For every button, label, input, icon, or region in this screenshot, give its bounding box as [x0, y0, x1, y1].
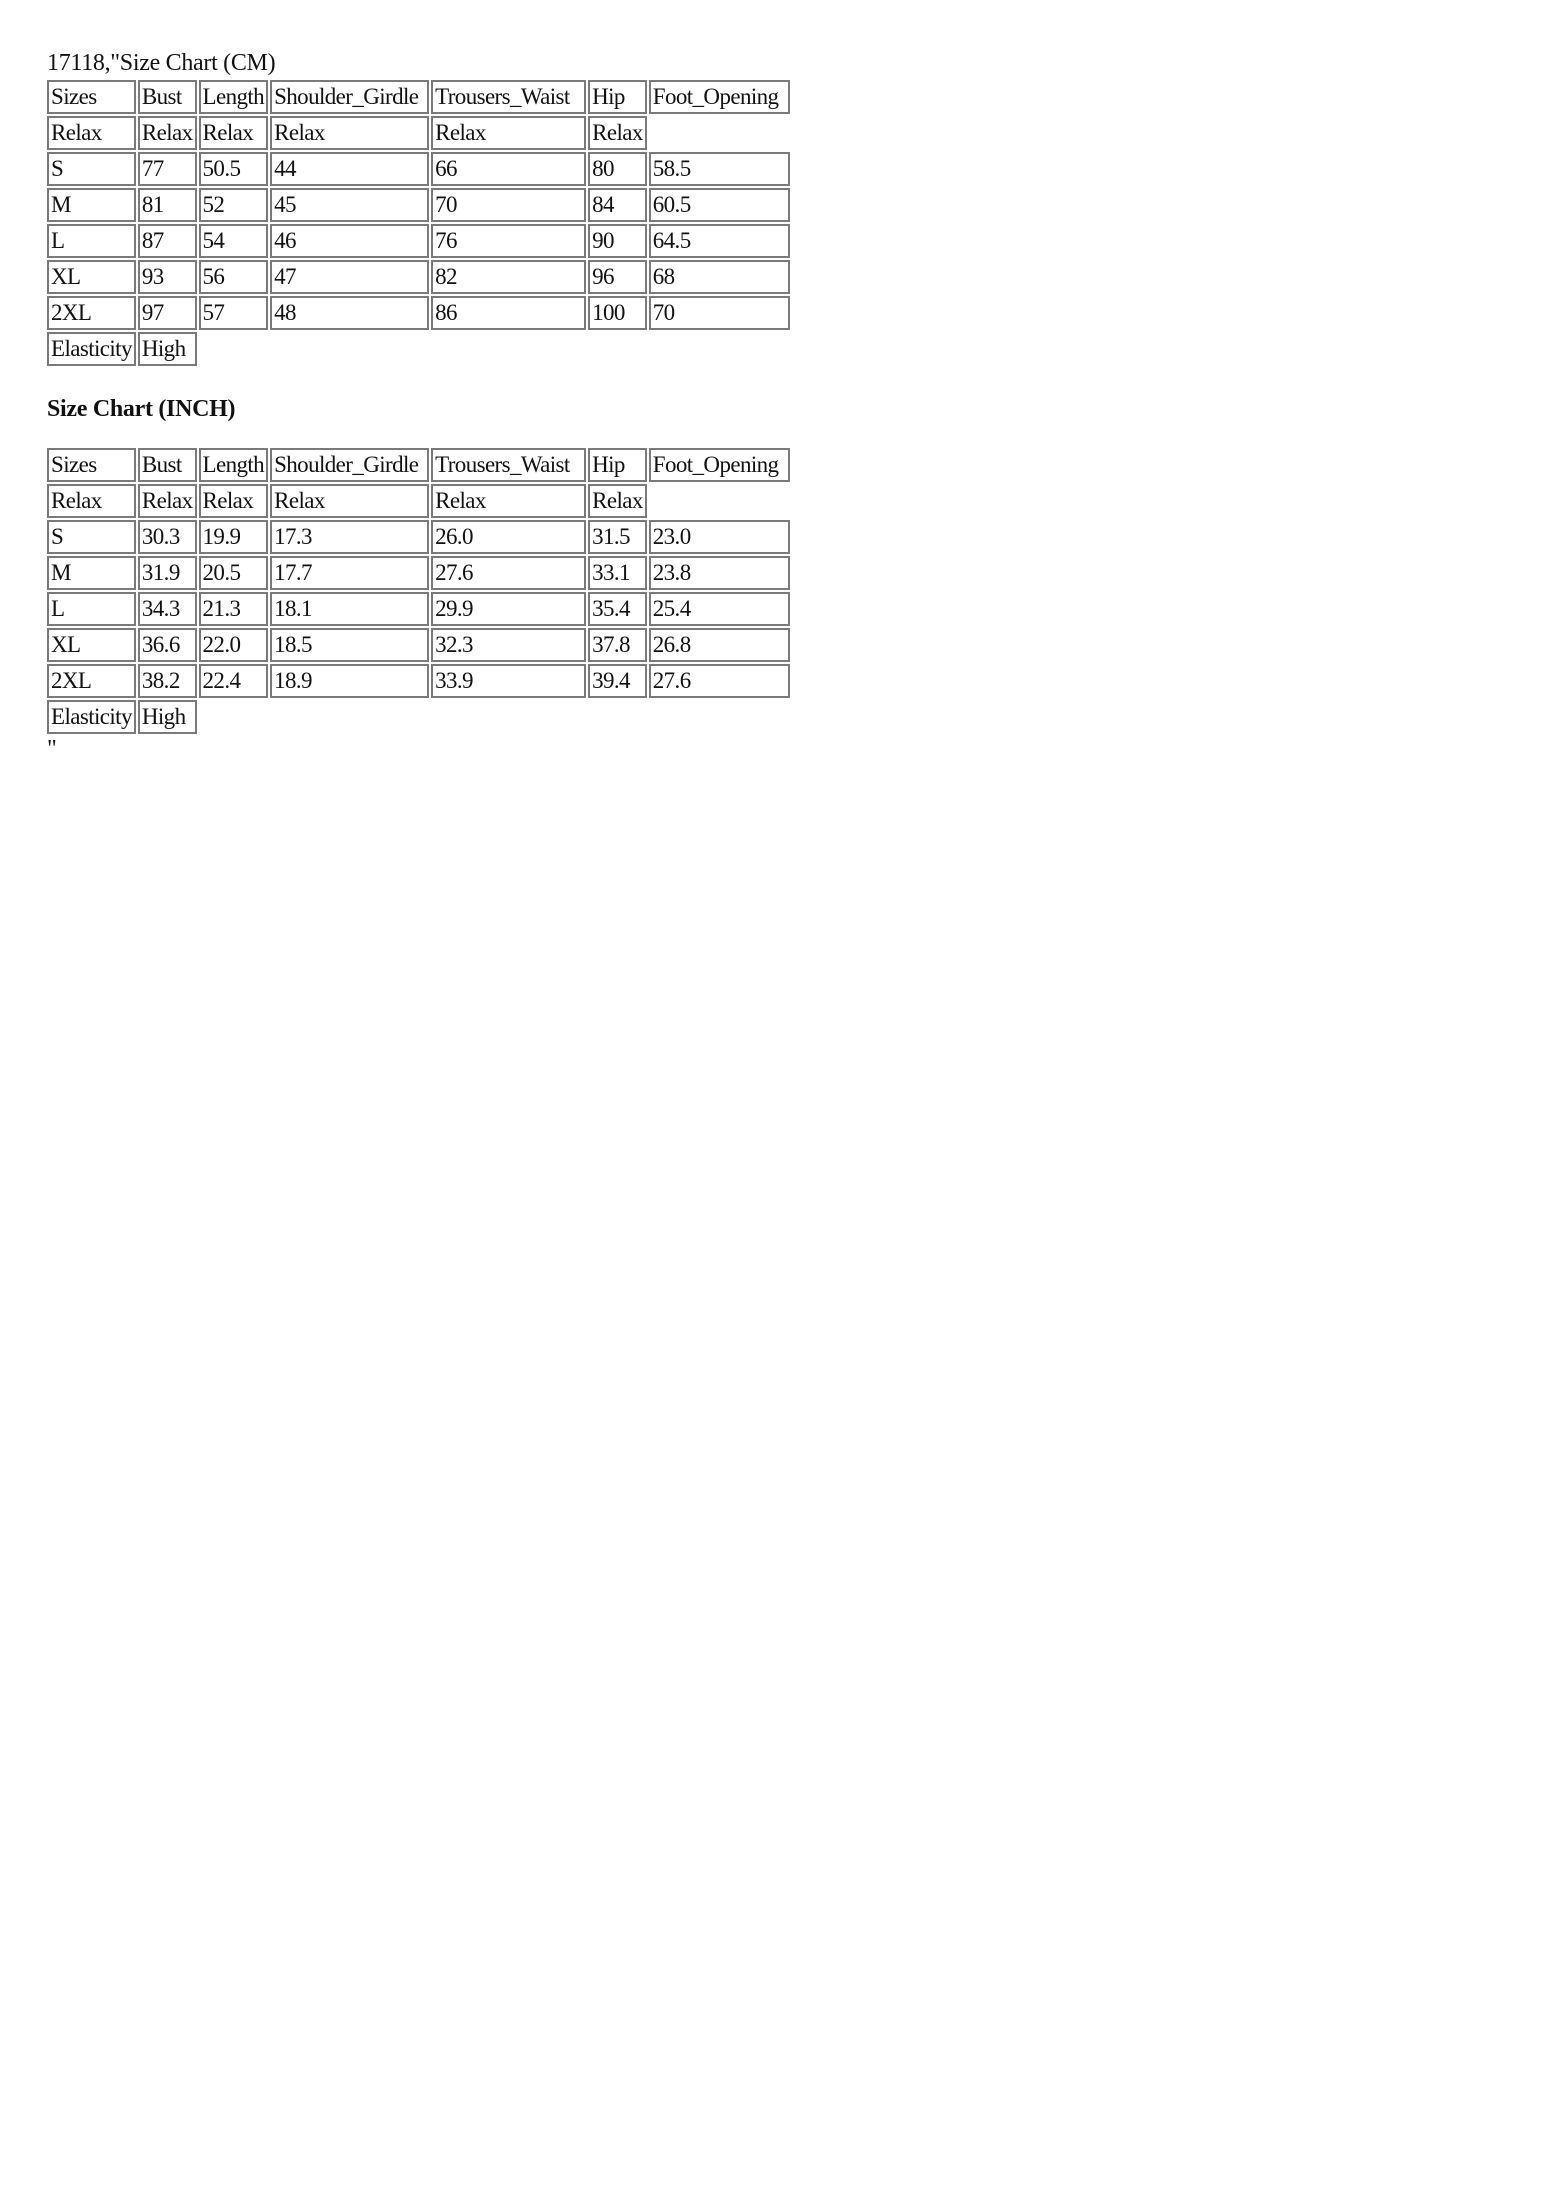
table-cell: 50.5 [199, 152, 269, 186]
table-cell: 21.3 [199, 592, 269, 626]
table-cell: 47 [270, 260, 429, 294]
header-cell: Hip [588, 80, 647, 114]
document-page [47, 48, 792, 760]
table-cell: 48 [270, 296, 429, 330]
table-cell: 39.4 [588, 664, 647, 698]
relax-cell: Relax [199, 484, 269, 518]
table-cell: 32.3 [431, 628, 586, 662]
size-cell: XL [47, 628, 136, 662]
table-cell: 34.3 [138, 592, 197, 626]
relax-cell: Relax [47, 116, 136, 150]
empty-cell [649, 484, 790, 518]
table-cell: 17.7 [270, 556, 429, 590]
table-cell: 19.9 [199, 520, 269, 554]
relax-cell: Relax [138, 484, 197, 518]
size-cell: S [47, 520, 136, 554]
table-cell: 46 [270, 224, 429, 258]
size-cell: S [47, 152, 136, 186]
table-cell: 90 [588, 224, 647, 258]
table-cell: 57 [199, 296, 269, 330]
size-cell: 2XL [47, 296, 136, 330]
table-cell: 96 [588, 260, 647, 294]
relax-row [47, 116, 790, 150]
table-cell: 33.9 [431, 664, 586, 698]
table-row [47, 224, 790, 258]
table-cell: 52 [199, 188, 269, 222]
table-cell: 82 [431, 260, 586, 294]
elasticity-row [47, 700, 790, 734]
header-cell: Bust [138, 448, 197, 482]
table-cell: 87 [138, 224, 197, 258]
empty-cell [270, 332, 429, 366]
table-cell: 27.6 [431, 556, 586, 590]
header-cell: Sizes [47, 448, 136, 482]
table-cell: 44 [270, 152, 429, 186]
table-cell: 66 [431, 152, 586, 186]
table-cell: 30.3 [138, 520, 197, 554]
inch-chart-heading: Size Chart (INCH) [47, 396, 236, 422]
header-cell: Length [199, 448, 269, 482]
table-cell: 27.6 [649, 664, 790, 698]
table-cell: 18.5 [270, 628, 429, 662]
header-cell: Sizes [47, 80, 136, 114]
table-row [47, 556, 790, 590]
elasticity-row [47, 332, 790, 366]
table-header-row [47, 448, 790, 482]
table-cell: 45 [270, 188, 429, 222]
table-cell: 70 [649, 296, 790, 330]
elasticity-value: High [138, 700, 197, 734]
relax-cell: Relax [138, 116, 197, 150]
relax-cell: Relax [199, 116, 269, 150]
header-cell: Hip [588, 448, 647, 482]
table-cell: 33.1 [588, 556, 647, 590]
header-cell: Foot_Opening [649, 448, 790, 482]
elasticity-label: Elasticity [47, 700, 136, 734]
elasticity-value: High [138, 332, 197, 366]
header-cell: Bust [138, 80, 197, 114]
table-cell: 29.9 [431, 592, 586, 626]
table-row [47, 592, 790, 626]
table-cell: 100 [588, 296, 647, 330]
table-cell: 18.9 [270, 664, 429, 698]
empty-cell [649, 332, 790, 366]
table-row [47, 260, 790, 294]
size-cell: 2XL [47, 664, 136, 698]
table-cell: 68 [649, 260, 790, 294]
header-cell: Trousers_Waist [431, 80, 586, 114]
table-cell: 84 [588, 188, 647, 222]
table-cell: 97 [138, 296, 197, 330]
table-cell: 35.4 [588, 592, 647, 626]
elasticity-label: Elasticity [47, 332, 136, 366]
table-row [47, 520, 790, 554]
header-cell: Foot_Opening [649, 80, 790, 114]
table-cell: 60.5 [649, 188, 790, 222]
empty-cell [431, 700, 586, 734]
table-row [47, 152, 790, 186]
table-cell: 25.4 [649, 592, 790, 626]
cm-size-table [45, 78, 792, 368]
table-cell: 26.0 [431, 520, 586, 554]
table-cell: 56 [199, 260, 269, 294]
table-cell: 81 [138, 188, 197, 222]
empty-cell [199, 700, 269, 734]
header-cell: Shoulder_Girdle [270, 448, 429, 482]
table-cell: 18.1 [270, 592, 429, 626]
table-cell: 38.2 [138, 664, 197, 698]
table-cell: 76 [431, 224, 586, 258]
inch-size-table [45, 446, 792, 736]
relax-cell: Relax [270, 484, 429, 518]
header-cell: Length [199, 80, 269, 114]
relax-cell: Relax [431, 484, 586, 518]
closing-quote: " [47, 736, 57, 762]
table-cell: 31.9 [138, 556, 197, 590]
table-header-row [47, 80, 790, 114]
table-row [47, 188, 790, 222]
relax-cell: Relax [47, 484, 136, 518]
table-cell: 22.4 [199, 664, 269, 698]
size-cell: XL [47, 260, 136, 294]
relax-row [47, 484, 790, 518]
table-cell: 37.8 [588, 628, 647, 662]
relax-cell: Relax [588, 116, 647, 150]
table-cell: 23.8 [649, 556, 790, 590]
table-cell: 22.0 [199, 628, 269, 662]
table-cell: 26.8 [649, 628, 790, 662]
empty-cell [649, 700, 790, 734]
table-row [47, 296, 790, 330]
table-cell: 70 [431, 188, 586, 222]
empty-cell [431, 332, 586, 366]
table-cell: 17.3 [270, 520, 429, 554]
header-cell: Trousers_Waist [431, 448, 586, 482]
empty-cell [649, 116, 790, 150]
relax-cell: Relax [588, 484, 647, 518]
table-cell: 36.6 [138, 628, 197, 662]
cm-chart-heading: 17118,"Size Chart (CM) [47, 50, 276, 76]
size-cell: L [47, 592, 136, 626]
empty-cell [270, 700, 429, 734]
table-cell: 20.5 [199, 556, 269, 590]
table-cell: 23.0 [649, 520, 790, 554]
size-cell: M [47, 556, 136, 590]
size-cell: L [47, 224, 136, 258]
table-cell: 77 [138, 152, 197, 186]
size-cell: M [47, 188, 136, 222]
empty-cell [588, 332, 647, 366]
table-row [47, 628, 790, 662]
empty-cell [199, 332, 269, 366]
table-cell: 64.5 [649, 224, 790, 258]
table-cell: 93 [138, 260, 197, 294]
relax-cell: Relax [270, 116, 429, 150]
table-cell: 80 [588, 152, 647, 186]
header-cell: Shoulder_Girdle [270, 80, 429, 114]
table-cell: 58.5 [649, 152, 790, 186]
table-cell: 86 [431, 296, 586, 330]
relax-cell: Relax [431, 116, 586, 150]
table-cell: 54 [199, 224, 269, 258]
table-row [47, 664, 790, 698]
empty-cell [588, 700, 647, 734]
table-cell: 31.5 [588, 520, 647, 554]
